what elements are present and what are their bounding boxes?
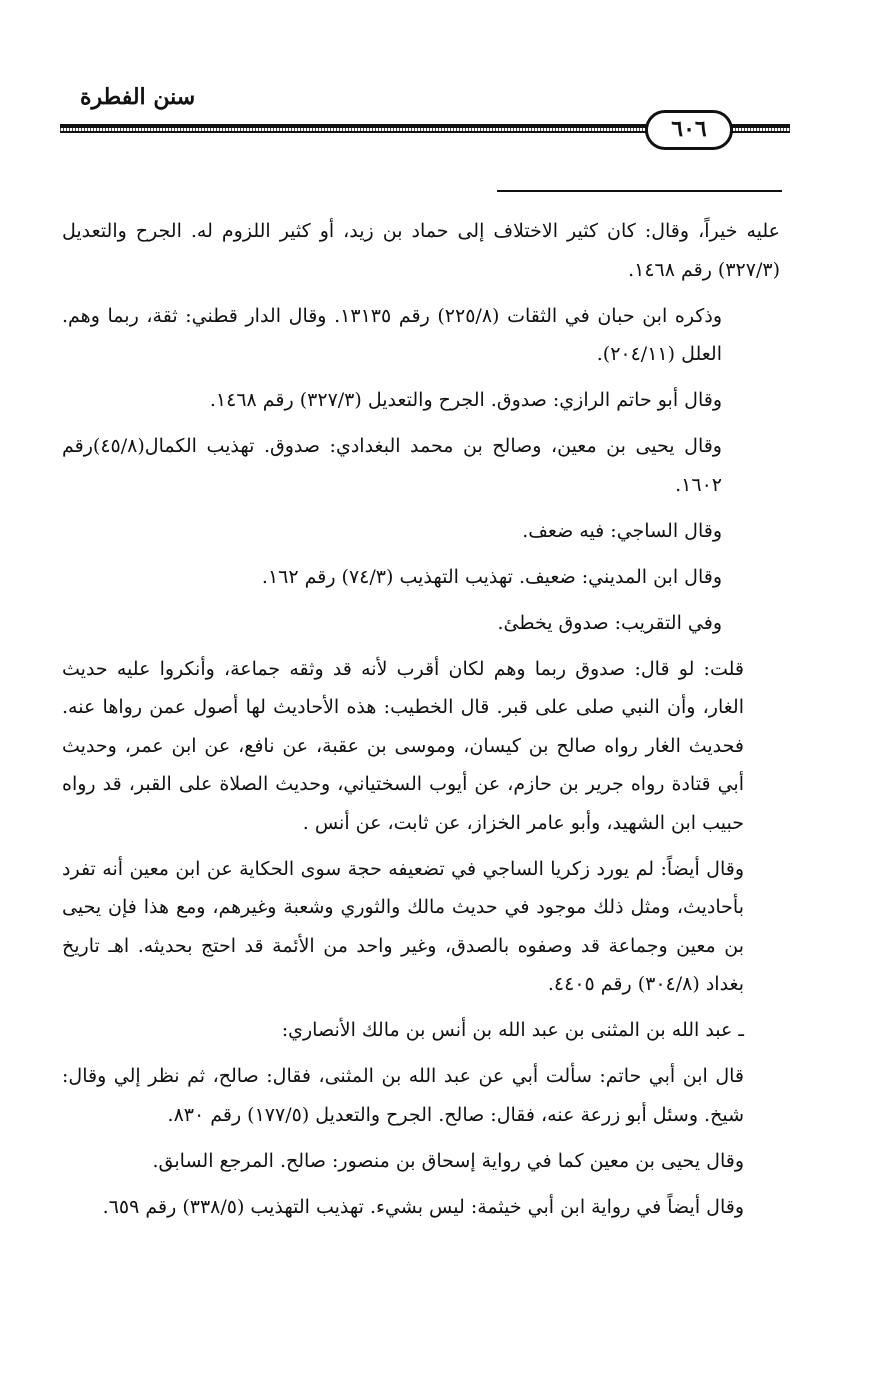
paragraph: وفي التقريب: صدوق يخطئ. bbox=[497, 611, 722, 634]
page-number: ٦٠٦ bbox=[645, 110, 733, 150]
paragraph: قال ابن أبي حاتم: سألت أبي عن عبد الله بن المثنى، فقال: صالح، ثم نظر إلي وقال: شيخ. وسئل أبو زرعة عنه، فقال: صالح. الجرح والتعديل (١٧٧/٥) رقم ٨٣٠. bbox=[62, 1065, 744, 1126]
paragraph: وقال يحيى بن معين كما في رواية إسحاق بن منصور: صالح. المرجع السابق. bbox=[152, 1149, 744, 1172]
book-title: سنن الفطرة bbox=[80, 84, 196, 110]
footnote-body bbox=[62, 212, 780, 1234]
page-header bbox=[60, 78, 790, 148]
paragraph: وقال ابن المديني: ضعيف. تهذيب التهذيب (٧٤/٣) رقم ١٦٢. bbox=[261, 565, 722, 588]
paragraph: وقال يحيى بن معين، وصالح بن محمد البغدادي: صدوق. تهذيب الكمال(٤٥/٨)رقم ١٦٠٢. bbox=[62, 435, 722, 496]
paragraph: وقال أيضاً في رواية ابن أبي خيثمة: ليس بشيء. تهذيب التهذيب (٣٣٨/٥) رقم ٦٥٩. bbox=[102, 1195, 744, 1218]
paragraph: وقال الساجي: فيه ضعف. bbox=[522, 519, 722, 542]
paragraph: عليه خيراً، وقال: كان كثير الاختلاف إلى حماد بن زيد، أو كثير اللزوم له. الجرح والتعديل (٣٢٧/٣) رقم ١٤٦٨. bbox=[62, 220, 780, 281]
footnote-separator bbox=[497, 190, 782, 192]
entry-heading: ـ عبد الله بن المثنى بن عبد الله بن أنس بن مالك الأنصاري: bbox=[281, 1019, 744, 1041]
paragraph: وقال أبو حاتم الرازي: صدوق. الجرح والتعديل (٣٢٧/٣) رقم ١٤٦٨. bbox=[209, 389, 722, 411]
paragraph: وذكره ابن حبان في الثقات (٢٢٥/٨) رقم ١٣١٣٥. وقال الدار قطني: ثقة، ربما وهم. العلل (٢٠٤/١١). bbox=[62, 304, 722, 365]
paragraph: وقال أيضاً: لم يورد زكريا الساجي في تضعيفه حجة سوى الحكاية عن ابن معين أنه تفرد بأحاديث، ومثل ذلك موجود في حديث مالك والثوري وشعبة وغيرهم، ومع هذا فإن يحيى بن معين وجماعة قد وصفوه بالصدق، وغير واحد من الأئمة قد احتج بحديثه. اهـ تاريخ بغداد (٣٠٤/٨) رقم ٤٤٠٥. bbox=[62, 857, 744, 995]
paragraph: قلت: لو قال: صدوق ربما وهم لكان أقرب لأنه قد وثقه جماعة، وأنكروا عليه حديث الغار، وأن النبي صلى على قبر. قال الخطيب: هذه الأحاديث لها أصول عمن رواها عنه. فحديث الغار رواه صالح بن كيسان، وموسى بن عقبة، عن نافع، عن ابن عمر، وحديث أبي قتادة رواه جرير بن حازم، عن أيوب السختياني، وحديث الصلاة على القبر، قد رواه حبيب ابن الشهيد، وأبو عامر الخزاز، عن ثابت، عن أنس . bbox=[62, 657, 745, 834]
